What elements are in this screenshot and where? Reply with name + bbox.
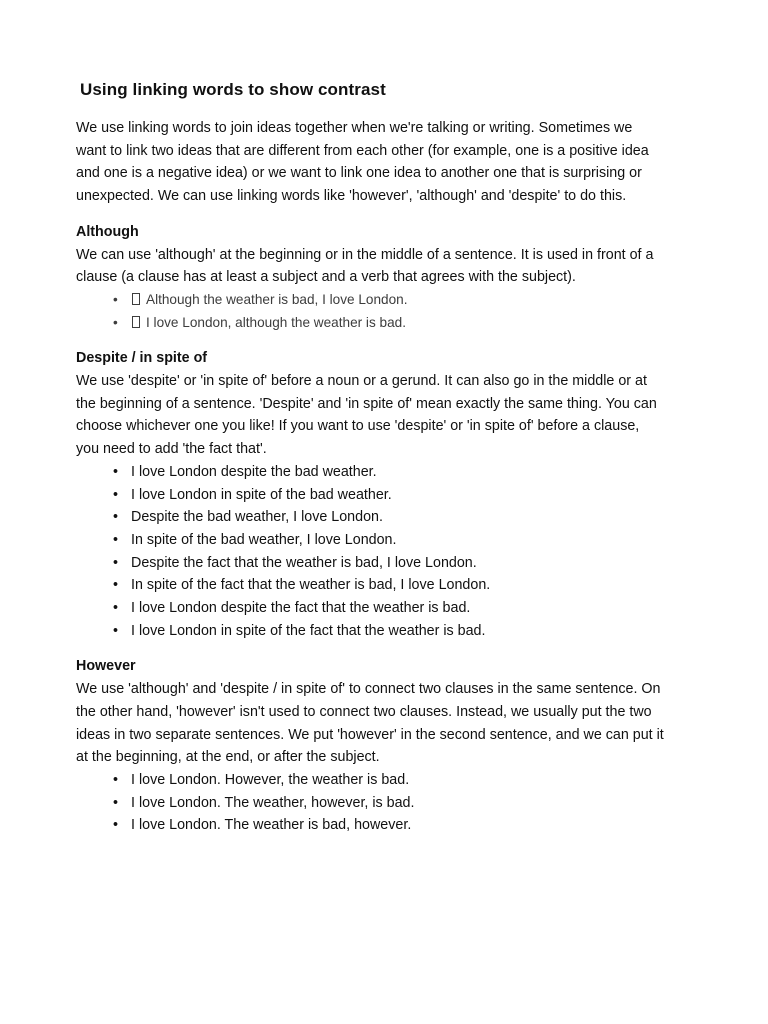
list-item: • I love London despite the fact that the weather is bad. xyxy=(76,597,676,620)
intro-line: We use linking words to join ideas together when we're talking or writing. Sometimes we xyxy=(76,120,633,136)
body-line: at the beginning, at the end, or after the subject. xyxy=(76,749,380,766)
list-item: • I love London. The weather is bad, however. xyxy=(76,814,676,837)
section-however xyxy=(76,655,676,837)
example-list xyxy=(76,289,676,334)
document-body xyxy=(76,117,676,837)
example-list xyxy=(76,769,676,837)
section-despite xyxy=(76,347,676,642)
body-line: the other hand, 'however' isn't used to connect two clauses. Instead, we usually put the two xyxy=(76,703,652,720)
example-text: I love London, although the weather is bad. xyxy=(146,314,406,330)
missing-glyph-icon xyxy=(132,316,140,328)
body-line: the beginning of a sentence. 'Despite' and 'in spite of' mean exactly the same thing. You can xyxy=(76,395,657,412)
section-heading: However xyxy=(76,658,136,675)
body-line: you need to add 'the fact that'. xyxy=(76,441,267,458)
section-heading: Despite / in spite of xyxy=(76,350,208,367)
list-item: • I love London. However, the weather is bad. xyxy=(76,769,676,792)
intro-line: unexpected. We can use linking words like 'however', 'although' and 'despite' to do this. xyxy=(76,188,627,205)
list-item: • I love London in spite of the fact that the weather is bad. xyxy=(76,620,676,643)
section-although xyxy=(76,221,676,335)
body-line: clause (a clause has at least a subject and a verb that agrees with the subject). xyxy=(76,269,576,286)
list-item: • I love London. The weather, however, is bad. xyxy=(76,792,676,815)
example-text: Although the weather is bad, I love London. xyxy=(146,291,408,307)
intro-line: and one is a negative idea) or we want to link one idea to another one that is surprising or xyxy=(76,165,642,182)
intro-line: want to link two ideas that are different from each other (for example, one is a positive idea xyxy=(76,142,649,159)
document-title: Using linking words to show contrast xyxy=(80,80,386,99)
intro-paragraph xyxy=(76,117,676,208)
body-line: choose whichever one you like! If you want to use 'despite' or 'in spite of' before a clause, xyxy=(76,418,640,435)
list-item: • I love London despite the bad weather. xyxy=(76,461,676,484)
list-item xyxy=(76,312,676,335)
section-heading: Although xyxy=(76,223,139,240)
list-item: • I love London in spite of the bad weather. xyxy=(76,484,676,507)
list-item: • Despite the fact that the weather is bad, I love London. xyxy=(76,552,676,575)
example-list xyxy=(76,461,676,643)
body-line: We can use 'although' at the beginning or in the middle of a sentence. It is used in front of a xyxy=(76,246,654,263)
body-line: ideas in two separate sentences. We put 'however' in the second sentence, and we can put it xyxy=(76,726,664,743)
body-line: We use 'although' and 'despite / in spite of' to connect two clauses in the same sentence. On xyxy=(76,681,661,698)
list-item: • Despite the bad weather, I love London. xyxy=(76,506,676,529)
body-line: We use 'despite' or 'in spite of' before a noun or a gerund. It can also go in the middle or at xyxy=(76,373,647,390)
list-item: • In spite of the bad weather, I love London. xyxy=(76,529,676,552)
list-item xyxy=(76,289,676,312)
list-item: • In spite of the fact that the weather is bad, I love London. xyxy=(76,574,676,597)
missing-glyph-icon xyxy=(132,293,140,305)
